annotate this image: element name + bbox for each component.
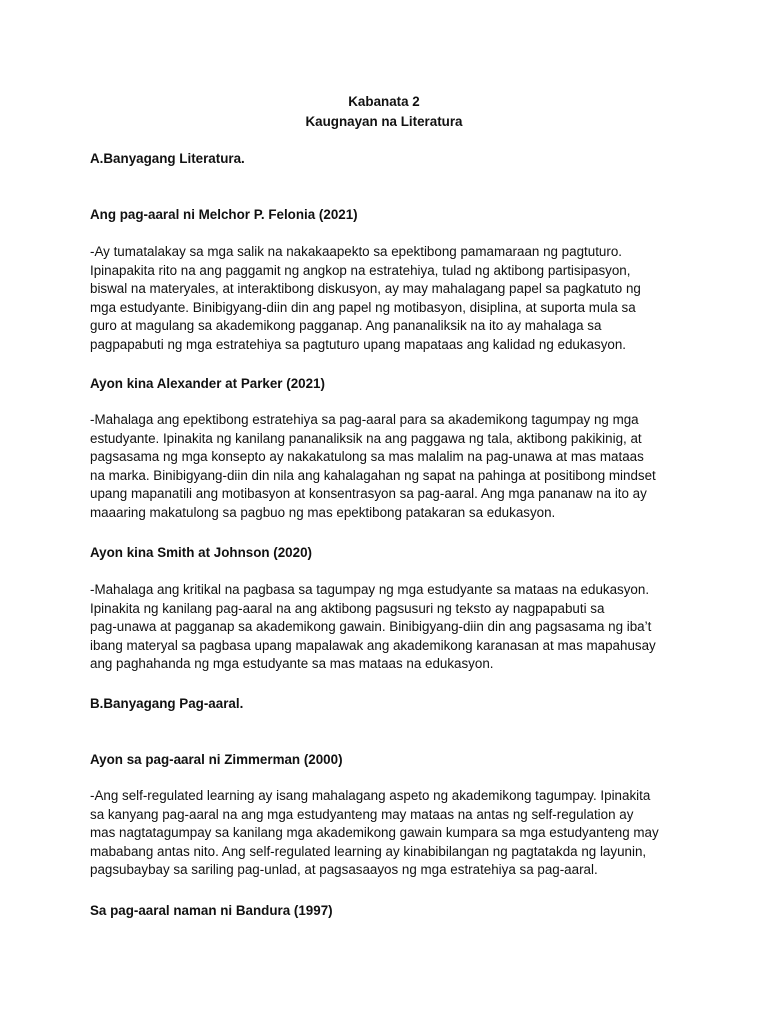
paragraph-line: Ipinakita ng kanilang pag-aaral na ang aktibong pagsusuri ng teksto ay nagpapabuti sa bbox=[90, 600, 605, 616]
section-a-title: A.Banyagang Literatura. bbox=[90, 151, 245, 166]
study-paragraph-alexander-parker bbox=[90, 411, 690, 523]
study-paragraph-felonia bbox=[90, 243, 690, 355]
chapter-title: Kaugnayan na Literatura bbox=[305, 114, 463, 129]
study-heading-bandura: Sa pag-aaral naman ni Bandura (1997) bbox=[90, 903, 333, 918]
study-heading-felonia: Ang pag-aaral ni Melchor P. Felonia (2021) bbox=[90, 207, 358, 222]
study-heading-smith-johnson: Ayon kina Smith at Johnson (2020) bbox=[90, 545, 312, 560]
paragraph-line: biswal na materyales, at interaktibong diskusyon, ay may mahalagang papel sa pagkatuto ng bbox=[90, 281, 641, 297]
section-b-title: B.Banyagang Pag-aaral. bbox=[90, 696, 244, 711]
paragraph-line: pagsasama ng mga konsepto ay nakakatulong sa mas malalim na pag-unawa at mas mataas bbox=[90, 449, 644, 465]
chapter-number: Kabanata 2 bbox=[348, 94, 420, 109]
paragraph-line: pagpapabuti ng mga estratehiya sa pagtuturo upang mapataas ang kalidad ng edukasyon. bbox=[90, 336, 627, 352]
study-paragraph-zimmerman bbox=[90, 787, 690, 880]
paragraph-line: estudyante. Ipinakita ng kanilang pananaliksik na ang paggawa ng tala, aktibong pakikinig, at bbox=[90, 430, 642, 446]
paragraph-line: maaaring makatulong sa pagbuo ng mas epektibong patakaran sa edukasyon. bbox=[90, 504, 556, 520]
paragraph-line: -Mahalaga ang kritikal na pagbasa sa tagumpay ng mga estudyante sa mataas na edukasyon. bbox=[90, 582, 650, 597]
paragraph-line: -Mahalaga ang epektibong estratehiya sa pag-aaral para sa akademikong tagumpay ng mga bbox=[90, 412, 639, 427]
paragraph-line: pag-unawa at pagganap sa akademikong gawain. Binibigyang-diin din ang pagsasama ng iba’t bbox=[90, 619, 652, 635]
paragraph-line: sa kanyang pag-aaral na ang mga estudyanteng may mataas na antas ng self-regulation ay bbox=[90, 806, 634, 822]
paragraph-line: ang paghahanda ng mga estudyante sa mas mataas na edukasyon. bbox=[90, 656, 494, 672]
study-paragraph-smith-johnson bbox=[90, 581, 690, 674]
paragraph-line: -Ay tumatalakay sa mga salik na nakakaapekto sa epektibong pamamaraan ng pagtuturo. bbox=[90, 244, 622, 259]
paragraph-line: na marka. Binibigyang-diin din nila ang kahalagahan ng sapat na pahinga at positibong mindset bbox=[90, 467, 656, 483]
paragraph-line: -Ang self-regulated learning ay isang mahalagang aspeto ng akademikong tagumpay. Ipinakita bbox=[90, 788, 651, 803]
paragraph-line: guro at magulang sa akademikong pagganap. Ang pananaliksik na ito ay mahalaga sa bbox=[90, 318, 602, 334]
paragraph-line: mga estudyante. Binibigyang-diin din ang papel ng motibasyon, disiplina, at suporta mula sa bbox=[90, 299, 636, 315]
chapter-header bbox=[0, 92, 768, 132]
study-heading-alexander-parker: Ayon kina Alexander at Parker (2021) bbox=[90, 376, 325, 391]
paragraph-line: mas nagtatagumpay sa kanilang mga akademikong gawain kumpara sa mga estudyanteng may bbox=[90, 825, 659, 841]
paragraph-line: ibang materyal sa pagbasa upang mapalawak ang akademikong karanasan at mas mapahusay bbox=[90, 637, 656, 653]
paragraph-line: mababang antas nito. Ang self-regulated learning ay kinabibilangan ng pagtatakda ng layunin, bbox=[90, 843, 647, 859]
paragraph-line: Ipinapakita rito na ang paggamit ng angkop na estratehiya, tulad ng aktibong partisipasyon, bbox=[90, 262, 631, 278]
paragraph-line: upang mapanatili ang motibasyon at konsentrasyon sa pag-aaral. Ang mga pananaw na ito ay bbox=[90, 486, 647, 502]
study-heading-zimmerman: Ayon sa pag-aaral ni Zimmerman (2000) bbox=[90, 752, 343, 767]
paragraph-line: pagsubaybay sa sariling pag-unlad, at pagsasaayos ng mga estratehiya sa pag-aaral. bbox=[90, 862, 598, 878]
